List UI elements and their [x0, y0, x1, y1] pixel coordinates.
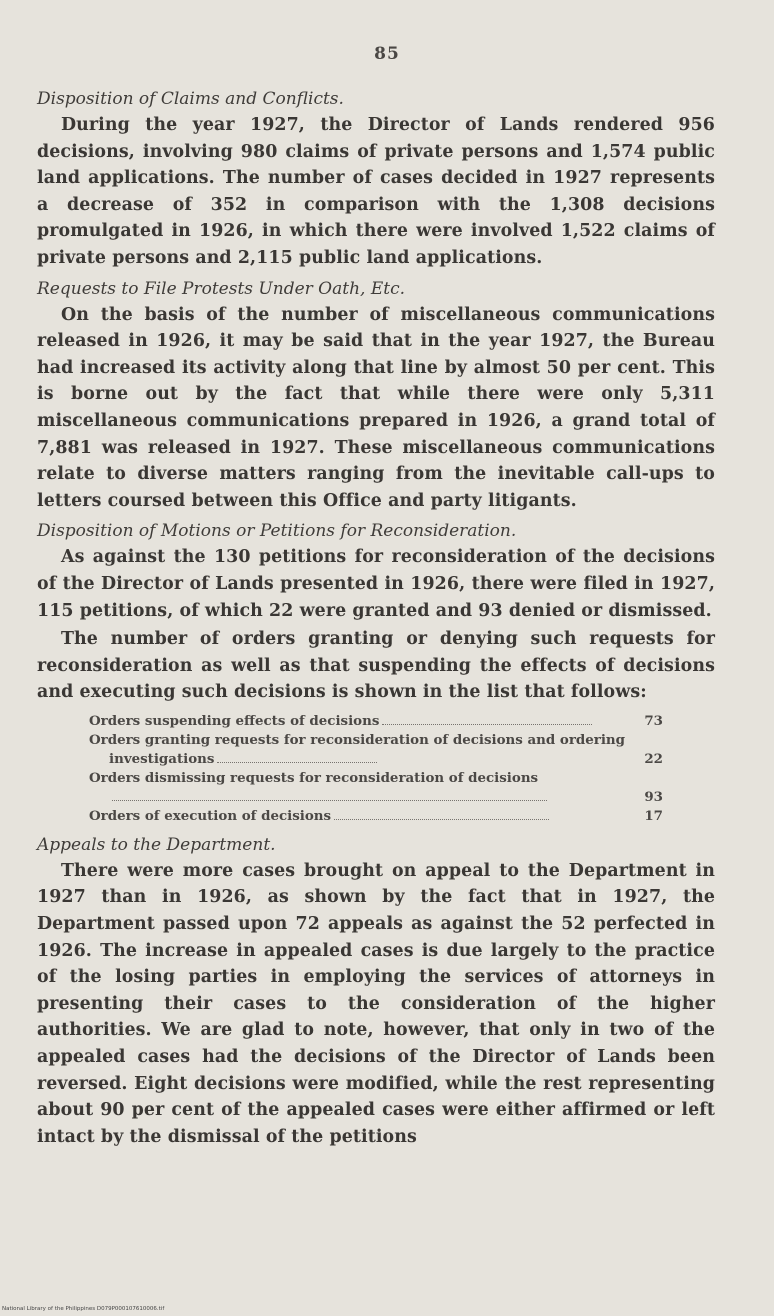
paragraph-claims: During the year 1927, the Director of Lands rendered 956 decisions, involving 980 claims of private persons and 1,574 public land applications. The number of cases decided in 1927 represents a decrease of 352 in comparison with the 1,308 decisions promulgated in 1926, in which there were involved 1,522 claims of private persons and 2,115 public land applications. [37, 115, 715, 268]
orders-list [89, 712, 663, 826]
list-item-label: Orders dismissing requests for reconsideration of decisions [89, 769, 539, 786]
list-item-value: 22 [644, 750, 663, 767]
paragraph-protests: On the basis of the number of miscellaneous communications released in 1926, it may be said that in the year 1927, the Bureau had increased its activity along that line by almost 50 per cent. This is borne out by the fact that while there were only 5,311 miscellaneous communications prepared in 1926, a grand total of 7,881 was released in 1927. These miscellaneous communications relate to diverse matters ranging from the inevitable call-ups to letters coursed between this Office and party litigants. [37, 304, 715, 511]
list-item [89, 731, 663, 769]
dot-leader [382, 715, 592, 725]
section-heading-reconsideration: Disposition of Motions or Petitions for Reconsideration. [37, 521, 517, 542]
paragraph-reconsideration-1: As against the 130 petitions for reconsideration of the decisions of the Director of Lands presented in 1926, there were filed in 1927, 115 petitions, of which 22 were granted and 93 denied or dismissed. [37, 547, 715, 621]
list-item [89, 712, 663, 731]
dot-leader [334, 810, 549, 820]
paragraph-appeals: There were more cases brought on appeal to the Department in 1927 than in 1926, as shown by the fact that in 1927, the Department passed upon 72 appeals as against the 52 perfected in 1926. The increase in appealed cases is due largely to the practice of the losing parties in employing the services of attorneys in presenting their cases to the consideration of the higher authorities. We are glad to note, however, that only in two of the appealed cases had the decisions of the Director of Lands been reversed. Eight decisions were modified, while the rest representing about 90 per cent of the appealed cases were either affirmed or left intact by the dismissal of the petitions [37, 860, 715, 1147]
list-item [89, 807, 663, 826]
section-heading-appeals: Appeals to the Department. [37, 834, 276, 855]
list-item-label: Orders granting requests for reconsideration of decisions and ordering investigations [89, 731, 625, 767]
list-item-value: 17 [644, 807, 663, 824]
body-text [37, 86, 715, 1150]
section-heading-protests: Requests to File Protests Under Oath, Etc. [37, 278, 405, 299]
list-item [89, 769, 663, 807]
dot-leader [112, 791, 547, 801]
list-item-value: 93 [644, 788, 663, 805]
list-item-label: Orders of execution of decisions [89, 807, 332, 824]
paragraph-reconsideration-2: The number of orders granting or denying such requests for reconsideration as well as that suspending the effects of decisions and executing such decisions is shown in the list that follows: [37, 629, 715, 703]
list-item-value: 73 [644, 712, 663, 729]
page-number: 85 [374, 44, 400, 64]
list-item-label: Orders suspending effects of decisions [89, 712, 380, 729]
section-heading-claims: Disposition of Claims and Conflicts. [37, 89, 344, 109]
dot-leader [217, 753, 377, 763]
scan-footer: National Library of the Philippines D079P000107610006.tif [2, 1306, 165, 1312]
